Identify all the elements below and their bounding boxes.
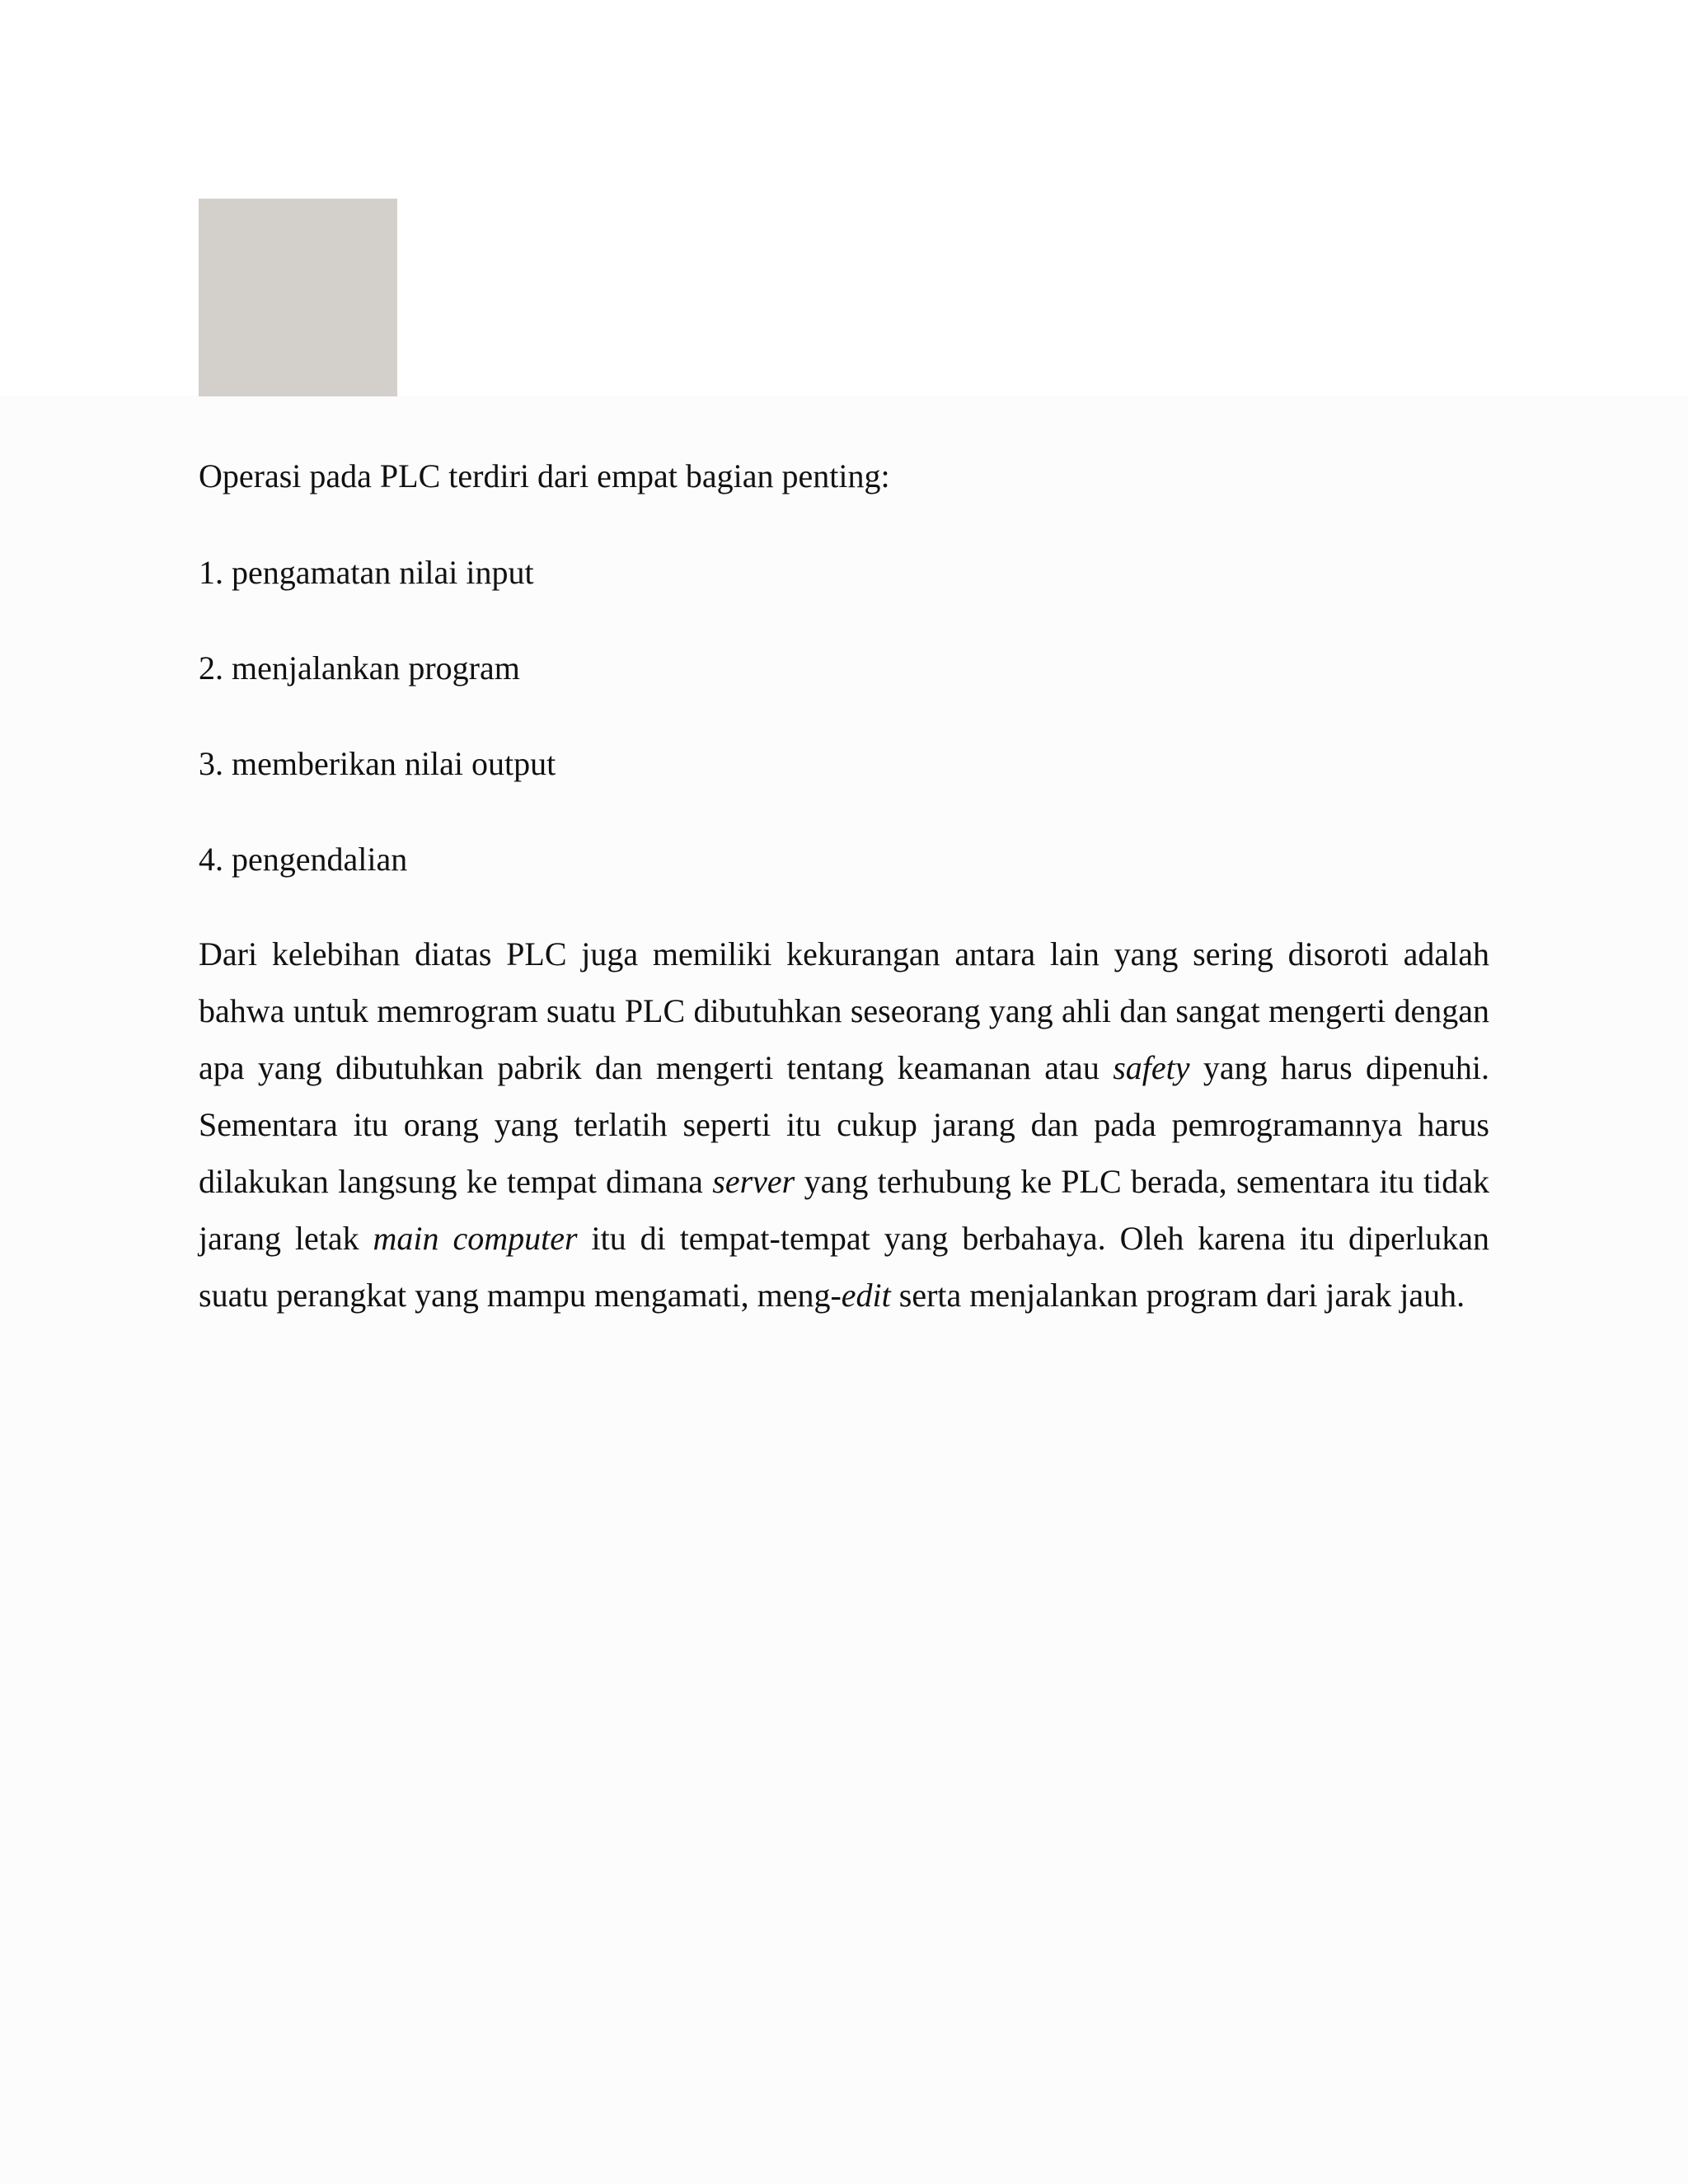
list-item-4: 4. pengendalian [199, 841, 408, 878]
paragraph-italic-edit: edit [841, 1277, 891, 1314]
image-placeholder-icon [199, 199, 397, 396]
intro-text: Operasi pada PLC terdiri dari empat bagian penting: [199, 457, 890, 494]
paragraph-italic-safety: safety [1113, 1049, 1190, 1086]
paragraph-italic-main-computer: main computer [373, 1220, 578, 1257]
paragraph-italic-server: server [712, 1163, 795, 1200]
paragraph-text-2: yang harus dipenuhi. Sementara itu orang yang terlatih seperti itu cukup jarang dan pada pemrogramannya harus dilakukan langsung ke tempat dimana [199, 1049, 1489, 1200]
list-item-2: 2. menjalankan program [199, 649, 520, 687]
body-paragraph [199, 926, 1489, 1324]
paragraph-text-3: yang terhubung ke PLC berada, sementara itu tidak jarang letak [199, 1163, 1489, 1257]
paragraph-text-4: itu di tempat-tempat yang berbahaya. Oleh karena itu diperlukan suatu perangkat yang mampu mengamati, meng- [199, 1220, 1490, 1314]
list-item-3: 3. memberikan nilai output [199, 745, 556, 782]
list-item-1: 1. pengamatan nilai input [199, 554, 534, 591]
paragraph-text-1: Dari kelebihan diatas PLC juga memiliki kekurangan antara lain yang sering disoroti adalah bahwa untuk memrogram suatu PLC dibutuhkan seseorang yang ahli dan sangat mengerti dengan apa yang dibutuhkan pabrik dan mengerti tentang keamanan atau [199, 935, 1489, 1086]
paragraph-text-5: serta menjalankan program dari jarak jauh. [890, 1277, 1465, 1314]
